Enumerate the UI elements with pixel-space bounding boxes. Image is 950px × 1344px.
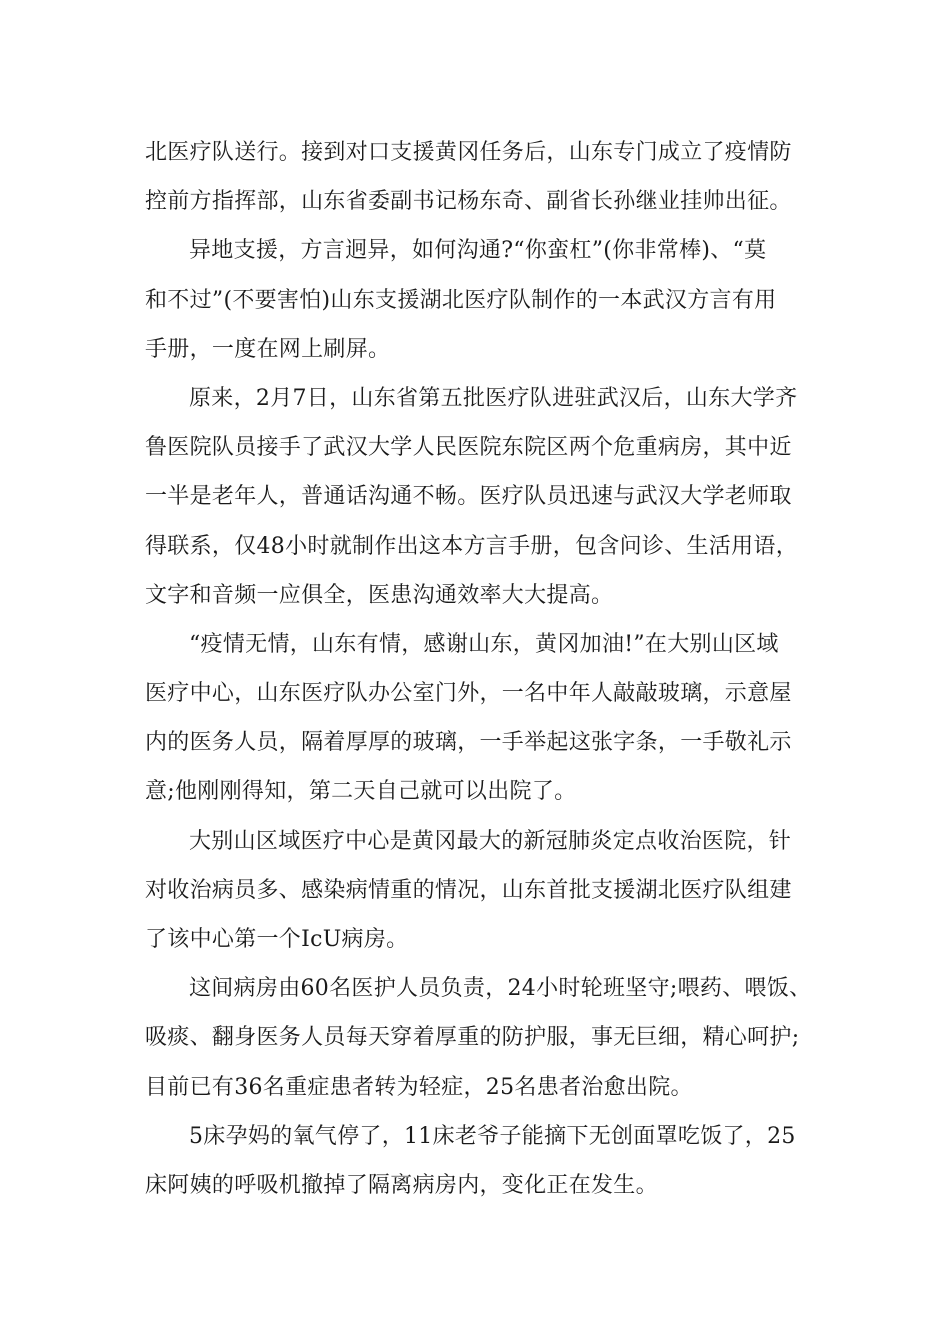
text-line: 5床孕妈的氧气停了，11床老爷子能摘下无创面罩吃饭了，25 — [189, 1123, 796, 1149]
text-line: 意;他刚刚得知，第二天自己就可以出院了。 — [145, 779, 577, 805]
paragraph-7 — [145, 1112, 825, 1210]
paragraph-3 — [145, 374, 825, 620]
text-line: 手册，一度在网上刷屏。 — [145, 336, 391, 362]
text-line: 床阿姨的呼吸机撤掉了隔离病房内，变化正在发生。 — [145, 1172, 658, 1198]
text-line: 对收治病员多、感染病情重的情况，山东首批支援湖北医疗队组建 — [145, 877, 792, 903]
text-line: 了该中心第一个IcU病房。 — [145, 927, 409, 952]
text-line: 目前已有36名重症患者转为轻症，25名患者治愈出院。 — [145, 1074, 693, 1100]
text-line: 吸痰、翻身医务人员每天穿着厚重的防护服，事无巨细，精心呵护; — [145, 1025, 800, 1051]
text-line: 文字和音频一应俱全，医患沟通效率大大提高。 — [145, 582, 614, 608]
text-line: 控前方指挥部，山东省委副书记杨东奇、副省长孙继业挂帅出征。 — [145, 189, 792, 215]
text-line: 医疗中心，山东医疗队办公室门外，一名中年人敲敲玻璃，示意屋 — [145, 681, 792, 707]
text-line: 原来，2月7日，山东省第五批医疗队进驻武汉后，山东大学齐 — [189, 385, 798, 411]
text-line: 北医疗队送行。接到对口支援黄冈任务后，山东专门成立了疫情防 — [145, 140, 792, 165]
text-line: 鲁医院队员接手了武汉大学人民医院东院区两个危重病房，其中近 — [145, 435, 792, 461]
paragraph-6 — [145, 964, 825, 1112]
text-line: 得联系，仅48小时就制作出这本方言手册，包含问诊、生活用语， — [145, 533, 798, 559]
paragraph-4 — [145, 620, 825, 817]
paragraph-1 — [145, 128, 825, 226]
text-line: “疫情无情，山东有情，感谢山东，黄冈加油!”在大别山区域 — [189, 631, 779, 657]
text-line: 内的医务人员，隔着厚厚的玻璃，一手举起这张字条，一手敬礼示 — [145, 730, 792, 756]
text-line: 大别山区域医疗中心是黄冈最大的新冠肺炎定点收治医院，针 — [189, 828, 792, 854]
text-line: 和不过”(不要害怕)山东支援湖北医疗队制作的一本武汉方言有用 — [145, 287, 777, 313]
paragraph-2 — [145, 226, 825, 374]
text-line: 一半是老年人，普通话沟通不畅。医疗队员迅速与武汉大学老师取 — [145, 484, 792, 510]
paragraph-5 — [145, 817, 825, 965]
document-page — [145, 128, 825, 1210]
text-line: 异地支援，方言迥异，如何沟通?“你蛮杠”(你非常棒)、“莫 — [189, 238, 767, 264]
text-line: 这间病房由60名医护人员负责，24小时轮班坚守;喂药、喂饭、 — [189, 976, 812, 1002]
